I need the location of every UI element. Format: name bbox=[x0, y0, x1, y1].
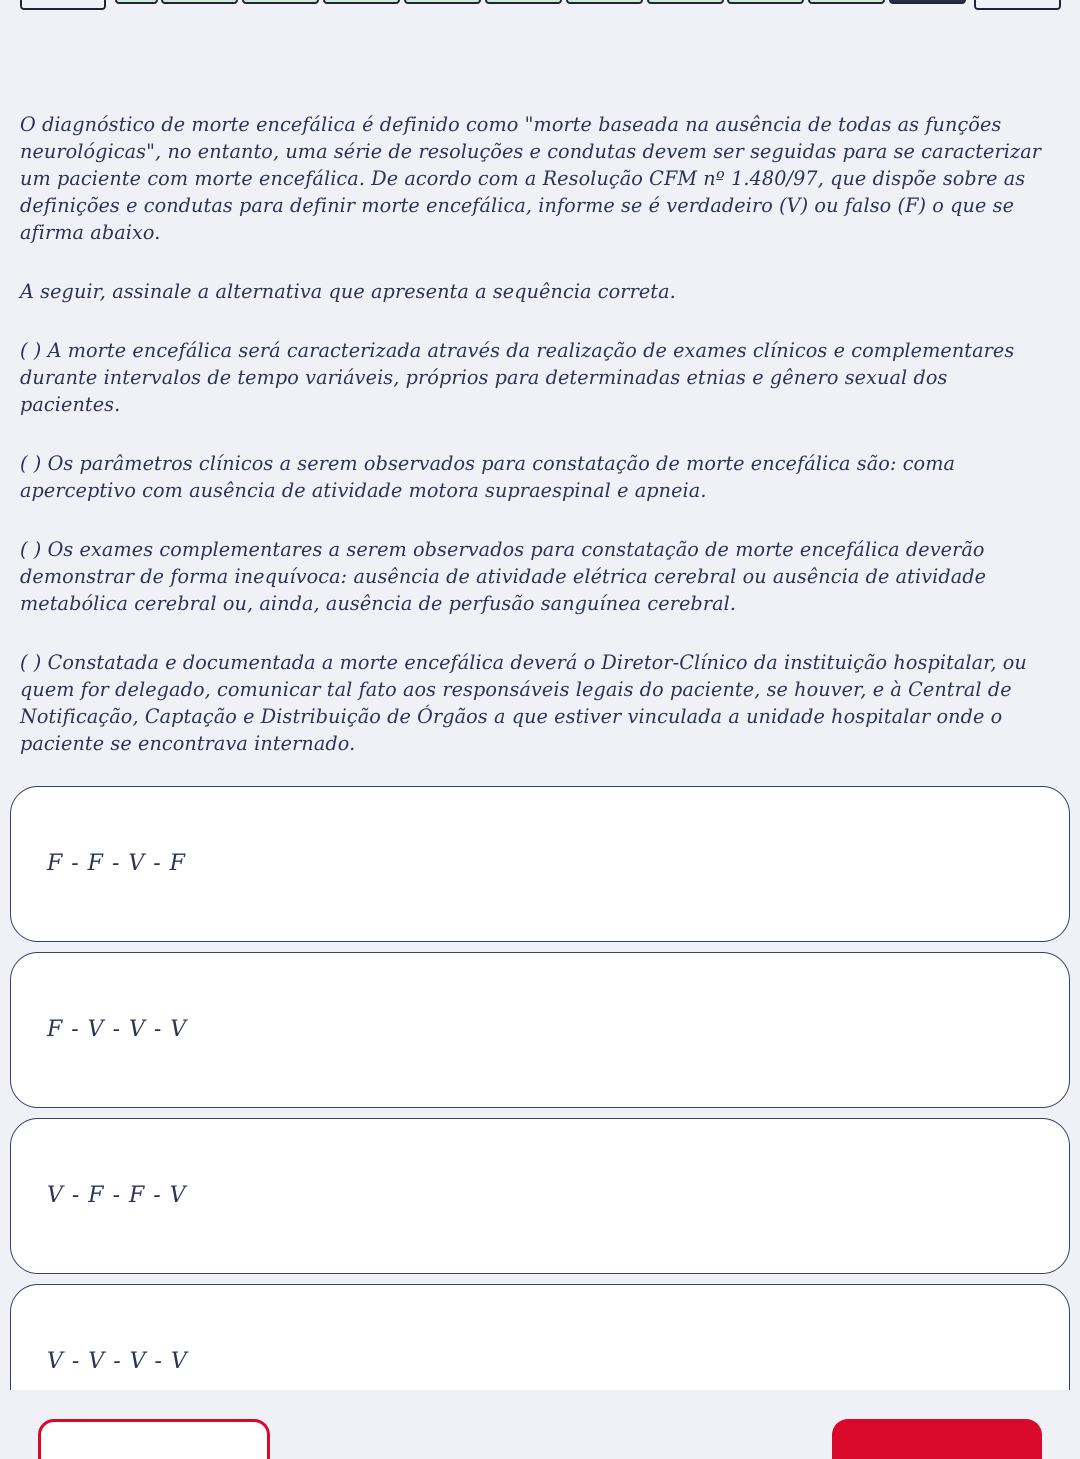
answer-option-label: F - F - V - F bbox=[47, 851, 186, 876]
answer-option-c[interactable] bbox=[10, 1118, 1070, 1274]
progress-segment bbox=[485, 0, 562, 4]
statement-item: ( ) A morte encefálica será caracterizada através da realização de exames clínicos e complementares durante intervalos de tempo variáveis, próprios para determinadas etnias e gênero sexual dos pacientes. bbox=[20, 339, 1015, 416]
question-text bbox=[20, 111, 1050, 789]
question-instruction: A seguir, assinale a alternativa que apresenta a sequência correta. bbox=[20, 280, 676, 303]
statement-item: ( ) Os parâmetros clínicos a serem observados para constatação de morte encefálica são: coma aperceptivo com ausência de atividade motora supraespinal e apneia. bbox=[20, 452, 956, 502]
progress-segment bbox=[242, 0, 319, 4]
progress-segment bbox=[974, 0, 1061, 10]
progress-segment bbox=[161, 0, 238, 4]
previous-button[interactable] bbox=[38, 1419, 270, 1459]
progress-segment-current bbox=[889, 0, 966, 4]
progress-segment bbox=[404, 0, 481, 4]
progress-bar bbox=[0, 0, 1080, 10]
progress-segment bbox=[727, 0, 804, 4]
progress-segment bbox=[323, 0, 400, 4]
progress-segment bbox=[808, 0, 885, 4]
answer-option-label: V - V - V - V bbox=[47, 1349, 188, 1374]
bottom-navigation bbox=[0, 1390, 1080, 1459]
answer-option-label: F - V - V - V bbox=[47, 1017, 188, 1042]
question-statement: O diagnóstico de morte encefálica é definido como "morte baseada na ausência de todas as funções neurológicas", no entanto, uma série de resoluções e condutas devem ser seguidas para se caracterizar um paciente com morte encefálica. De acordo com a Resolução CFM nº 1.480/97, que dispõe sobre as definições e condutas para definir morte encefálica, informe se é verdadeiro (V) ou falso (F) o que se afirma abaixo. bbox=[20, 113, 1042, 244]
statement-item: ( ) Constatada e documentada a morte encefálica deverá o Diretor-Clínico da instituição hospitalar, ou quem for delegado, comunicar tal fato aos responsáveis legais do paciente, se houver, e à Central de Notificação, Captação e Distribuição de Órgãos a que estiver vinculada a unidade hospitalar onde o paciente se encontrava internado. bbox=[20, 651, 1027, 755]
next-button[interactable] bbox=[832, 1419, 1042, 1459]
progress-segment bbox=[566, 0, 643, 4]
answer-options bbox=[10, 786, 1070, 1390]
progress-segment bbox=[647, 0, 724, 4]
answer-option-label: V - F - F - V bbox=[47, 1183, 187, 1208]
answer-option-a[interactable] bbox=[10, 786, 1070, 942]
progress-segment bbox=[115, 0, 158, 4]
progress-segment bbox=[20, 0, 106, 10]
statement-item: ( ) Os exames complementares a serem observados para constatação de morte encefálica deverão demonstrar de forma inequívoca: ausência de atividade elétrica cerebral ou ausência de atividade metabólica cerebral ou, ainda, ausência de perfusão sanguínea cerebral. bbox=[20, 538, 987, 615]
answer-option-b[interactable] bbox=[10, 952, 1070, 1108]
answer-option-d[interactable] bbox=[10, 1284, 1070, 1390]
